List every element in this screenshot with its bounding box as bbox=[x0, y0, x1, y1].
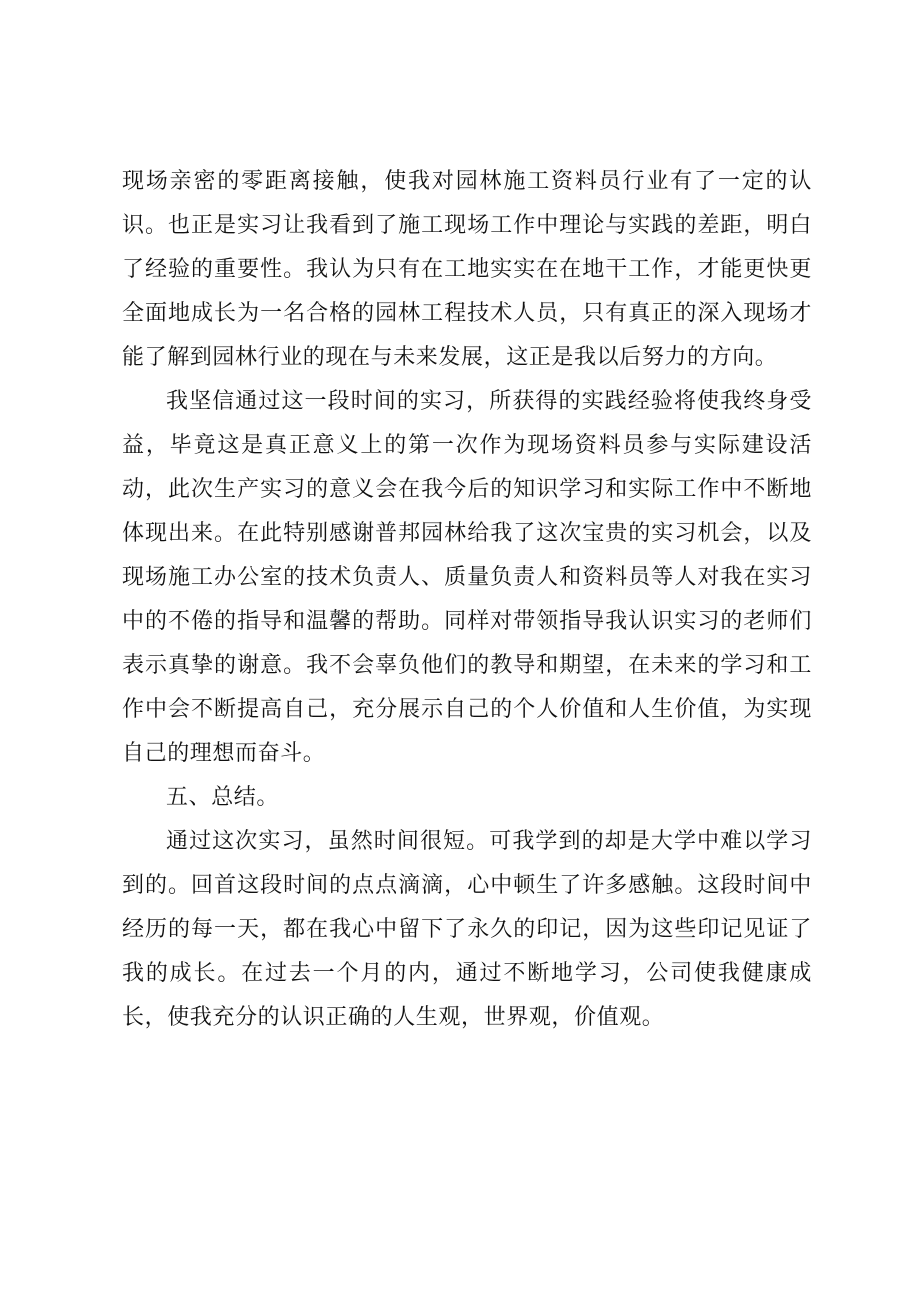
paragraph-summary: 通过这次实习，虽然时间很短。可我学到的却是大学中难以学习到的。回首这段时间的点点滴滴，心中顿生了许多感触。这段时间中经历的每一天，都在我心中留下了永久的印记，因为这些印记见证了我的成长。在过去一个月的内，通过不断地学习，公司使我健康成长，使我充分的认识正确的人生观，世界观，价值观。 bbox=[122, 829, 812, 1030]
section-heading-summary: 五、总结。 bbox=[166, 785, 280, 810]
paragraph-continuation: 现场亲密的零距离接触，使我对园林施工资料员行业有了一定的认识。也正是实习让我看到了施工现场工作中理论与实践的差距，明白了经验的重要性。我认为只有在工地实实在在地干工作，才能更快更全面地成长为一名合格的园林工程技术人员，只有真正的深入现场才能了解到园林行业的现在与未来发展，这正是我以后努力的方向。 bbox=[122, 169, 812, 370]
document-body bbox=[122, 160, 812, 1040]
paragraph-gratitude: 我坚信通过这一段时间的实习，所获得的实践经验将使我终身受益，毕竟这是真正意义上的第一次作为现场资料员参与实际建设活动，此次生产实习的意义会在我今后的知识学习和实际工作中不断地体现出来。在此特别感谢普邦园林给我了这次宝贵的实习机会，以及现场施工办公室的技术负责人、质量负责人和资料员等人对我在实习中的不倦的指导和温馨的帮助。同样对带领指导我认识实习的老师们表示真挚的谢意。我不会辜负他们的教导和期望，在未来的学习和工作中会不断提高自己，充分展示自己的个人价值和人生价值，为实现自己的理想而奋斗。 bbox=[122, 389, 812, 766]
